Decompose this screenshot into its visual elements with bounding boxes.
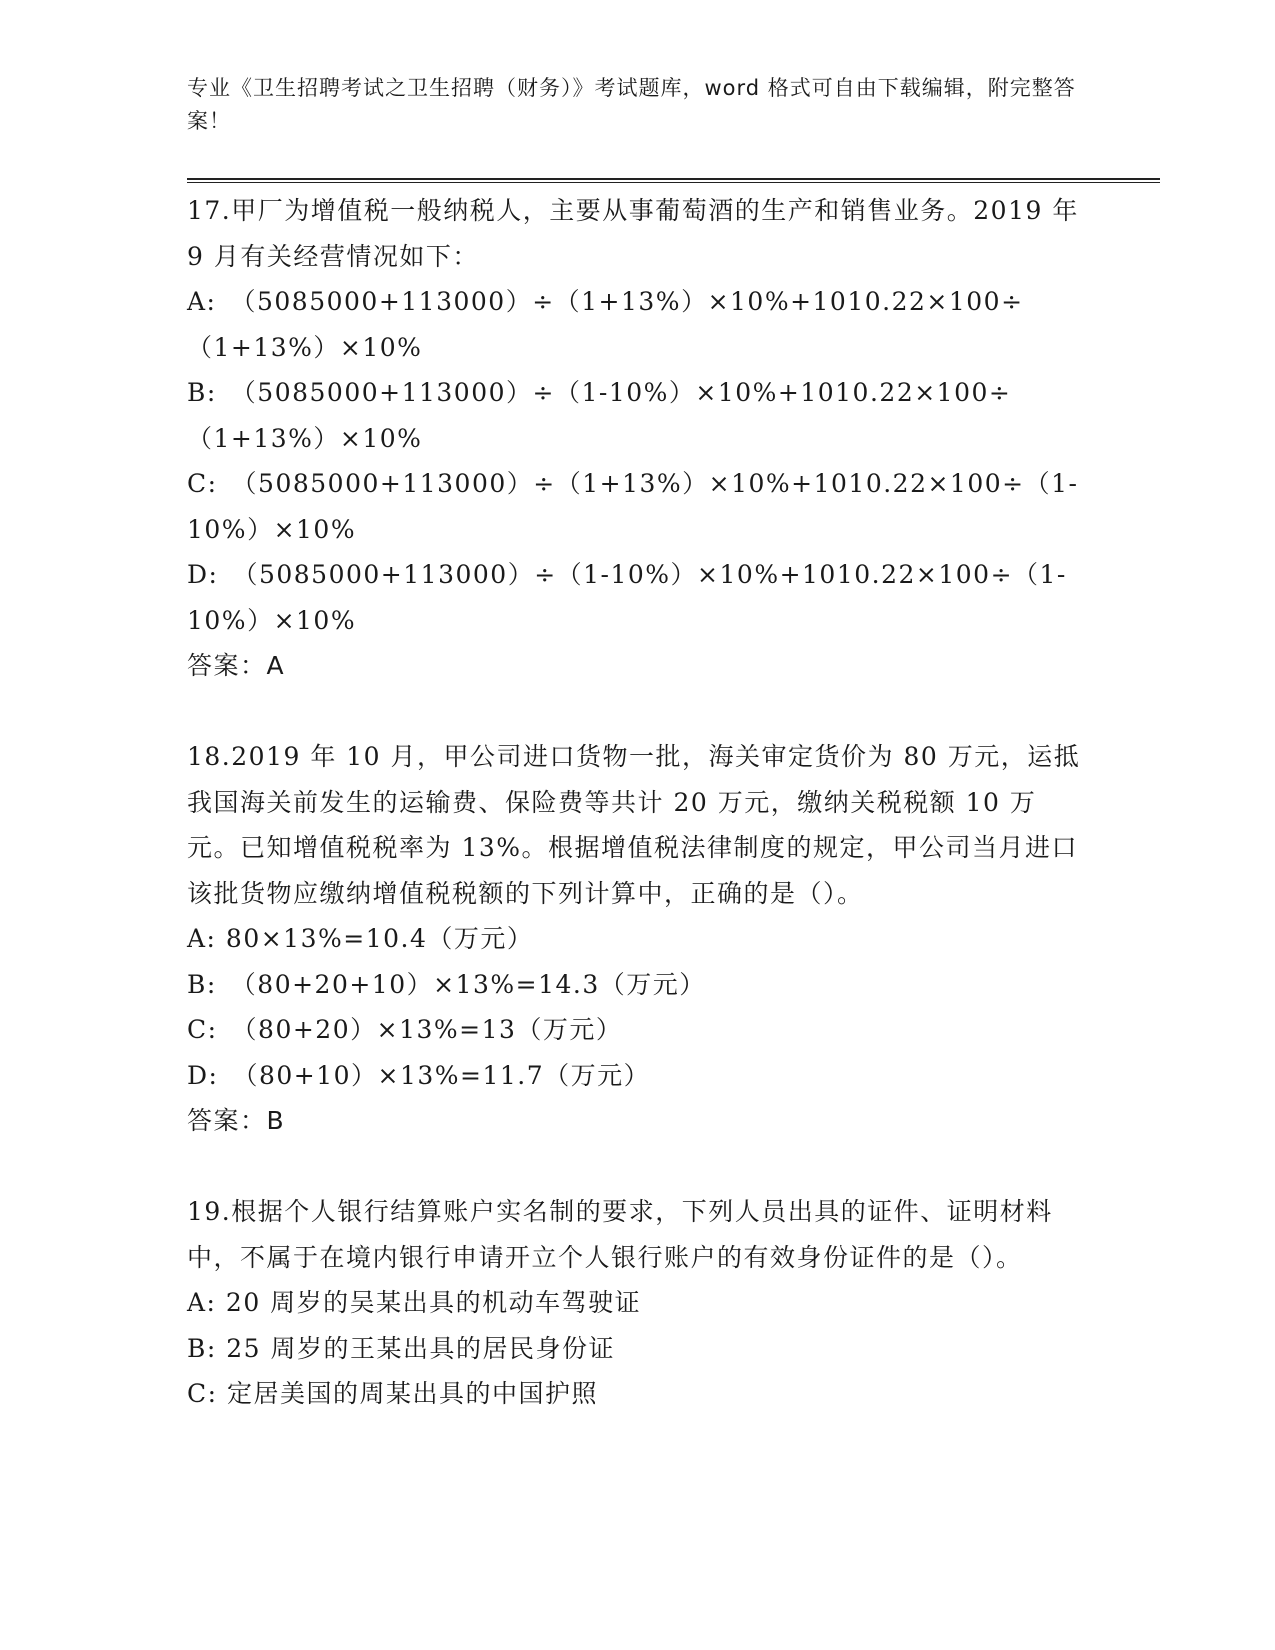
question-stem: 19.根据个人银行结算账户实名制的要求，下列人员出具的证件、证明材料中，不属于在境内银行申请开立个人银行账户的有效身份证件的是（）。 [187, 1197, 1053, 1272]
option-a: A: 20 周岁的吴某出具的机动车驾驶证 [187, 1288, 642, 1317]
option-a: A: （5085000+113000）÷（1+13%）×10%+1010.22×100÷（1+13%）×10% [187, 287, 1024, 362]
option-b: B: 25 周岁的王某出具的居民身份证 [187, 1333, 616, 1363]
header-text: 专业《卫生招聘考试之卫生招聘（财务）》考试题库，word 格式可自由下载编辑，附完整答案！ [187, 76, 1076, 133]
header-rule-thin [187, 182, 1160, 183]
question-19 [187, 1189, 1087, 1417]
option-b: B: （5085000+113000）÷（1-10%）×10%+1010.22×100÷（1+13%）×10% [187, 378, 1012, 453]
option-c: C: 定居美国的周某出具的中国护照 [187, 1379, 598, 1408]
option-d: D: （5085000+113000）÷（1-10%）×10%+1010.22×100÷（1-10%）×10% [187, 560, 1067, 635]
question-stem: 18.2019 年 10 月，甲公司进口货物一批，海关审定货价为 80 万元，运抵我国海关前发生的运输费、保险费等共计 20 万元，缴纳关税税额 10 万元。已知增值税税率为 13%。根据增值税法律制度的规定，甲公司当月进口该批货物应缴纳增值税税额的下列计算中，正确的是（）。 [187, 742, 1081, 908]
answer-line: 答案：A [187, 651, 286, 680]
question-spacer [187, 689, 1087, 735]
question-stem: 17.甲厂为增值税一般纳税人，主要从事葡萄酒的生产和销售业务。2019 年 9 月有关经营情况如下： [187, 196, 1089, 271]
answer-line: 答案：B [187, 1106, 286, 1135]
option-a: A: 80×13%=10.4（万元） [187, 924, 534, 953]
header-rule-thick [187, 178, 1160, 180]
question-18 [187, 734, 1087, 1144]
option-d: D: （80+10）×13%=11.7（万元） [187, 1060, 651, 1090]
question-spacer [187, 1144, 1087, 1190]
option-c: C: （5085000+113000）÷（1+13%）×10%+1010.22×100÷（1-10%）×10% [187, 469, 1079, 544]
option-b: B: （80+20+10）×13%=14.3（万元） [187, 969, 706, 999]
question-list [187, 188, 1087, 1417]
question-17 [187, 188, 1087, 689]
document-header [187, 72, 1087, 138]
option-c: C: （80+20）×13%=13（万元） [187, 1015, 623, 1044]
